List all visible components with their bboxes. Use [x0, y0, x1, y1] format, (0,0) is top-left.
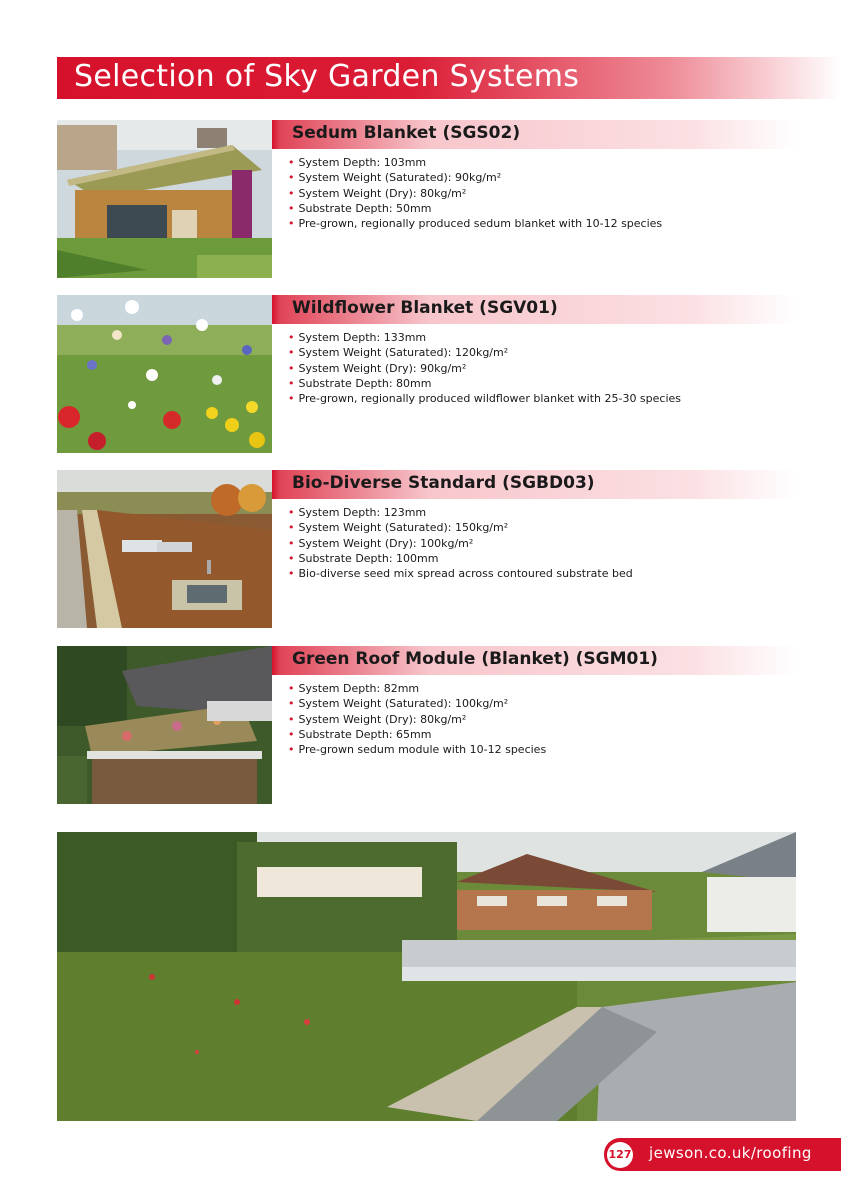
spec-item: • Substrate Depth: 100mm: [288, 551, 439, 565]
product-name: Green Roof Module (Blanket) (SGM01): [292, 649, 658, 669]
bullet-icon: •: [288, 536, 295, 550]
bullet-icon: •: [288, 346, 295, 360]
bullet-icon: •: [288, 743, 295, 757]
bullet-icon: •: [288, 171, 295, 185]
product-heading-bar: [272, 295, 797, 324]
product-bio-diverse-standard: [57, 470, 797, 628]
product-name: Sedum Blanket (SGS02): [292, 123, 521, 143]
spec-item: • System Weight (Dry): 80kg/m²: [288, 712, 467, 726]
spec-item: • System Depth: 82mm: [288, 682, 420, 695]
product-green-roof-module: [57, 646, 797, 804]
bullet-icon: •: [288, 567, 295, 581]
bullet-icon: •: [288, 201, 295, 215]
bullet-icon: •: [288, 682, 295, 695]
page-header: [57, 57, 841, 99]
spec-list: [288, 505, 633, 581]
spec-item: • System Weight (Saturated): 120kg/m²: [288, 346, 509, 360]
product-name: Bio-Diverse Standard (SGBD03): [292, 473, 595, 493]
spec-item: • System Weight (Saturated): 150kg/m²: [288, 521, 509, 535]
sedum-roof-house-photo: [57, 120, 272, 278]
spec-item: • Pre-grown, regionally produced wildflower blanket with 25-30 species: [288, 392, 682, 406]
spec-list: [288, 155, 662, 231]
product-heading-bar: [272, 120, 797, 149]
spec-item: • Bio-diverse seed mix spread across contoured substrate bed: [288, 567, 633, 581]
bullet-icon: •: [288, 156, 295, 169]
footer-link[interactable]: jewson.co.uk/roofing: [649, 1144, 812, 1162]
wildflower-meadow-photo: [57, 295, 272, 453]
spec-item: • System Weight (Dry): 80kg/m²: [288, 186, 467, 200]
product-sedum-blanket: [57, 120, 797, 278]
spec-item: • System Weight (Dry): 90kg/m²: [288, 361, 467, 375]
green-roof-module-shed-photo: [57, 646, 272, 804]
product-wildflower-blanket: [57, 295, 797, 453]
green-roof-garden-houses-photo: [57, 832, 796, 1121]
bullet-icon: •: [288, 217, 295, 231]
page-number: 127: [607, 1142, 633, 1168]
bullet-icon: •: [288, 551, 295, 565]
spec-item: • Substrate Depth: 50mm: [288, 201, 432, 215]
bullet-icon: •: [288, 697, 295, 711]
spec-list: [288, 681, 546, 757]
spec-item: • Pre-grown sedum module with 10-12 species: [288, 743, 547, 757]
bullet-icon: •: [288, 392, 295, 406]
bullet-icon: •: [288, 506, 295, 519]
spec-item: • System Weight (Dry): 100kg/m²: [288, 536, 474, 550]
bullet-icon: •: [288, 331, 295, 344]
spec-item: • Substrate Depth: 65mm: [288, 727, 432, 741]
bullet-icon: •: [288, 521, 295, 535]
spec-item: • System Depth: 133mm: [288, 331, 427, 344]
spec-item: • Substrate Depth: 80mm: [288, 376, 432, 390]
page-title: Selection of Sky Garden Systems: [74, 59, 580, 94]
bullet-icon: •: [288, 361, 295, 375]
spec-item: • System Depth: 123mm: [288, 506, 427, 519]
bullet-icon: •: [288, 712, 295, 726]
spec-item: • Pre-grown, regionally produced sedum blanket with 10-12 species: [288, 217, 663, 231]
product-heading-bar: [272, 470, 797, 499]
bullet-icon: •: [288, 727, 295, 741]
bullet-icon: •: [288, 186, 295, 200]
spec-list: [288, 330, 681, 406]
bullet-icon: •: [288, 376, 295, 390]
spec-item: • System Depth: 103mm: [288, 156, 427, 169]
flat-roof-substrate-bed-photo: [57, 470, 272, 628]
product-heading-bar: [272, 646, 797, 675]
spec-item: • System Weight (Saturated): 90kg/m²: [288, 171, 502, 185]
product-name: Wildflower Blanket (SGV01): [292, 298, 558, 318]
spec-item: • System Weight (Saturated): 100kg/m²: [288, 697, 509, 711]
footer-badge: [604, 1138, 841, 1171]
